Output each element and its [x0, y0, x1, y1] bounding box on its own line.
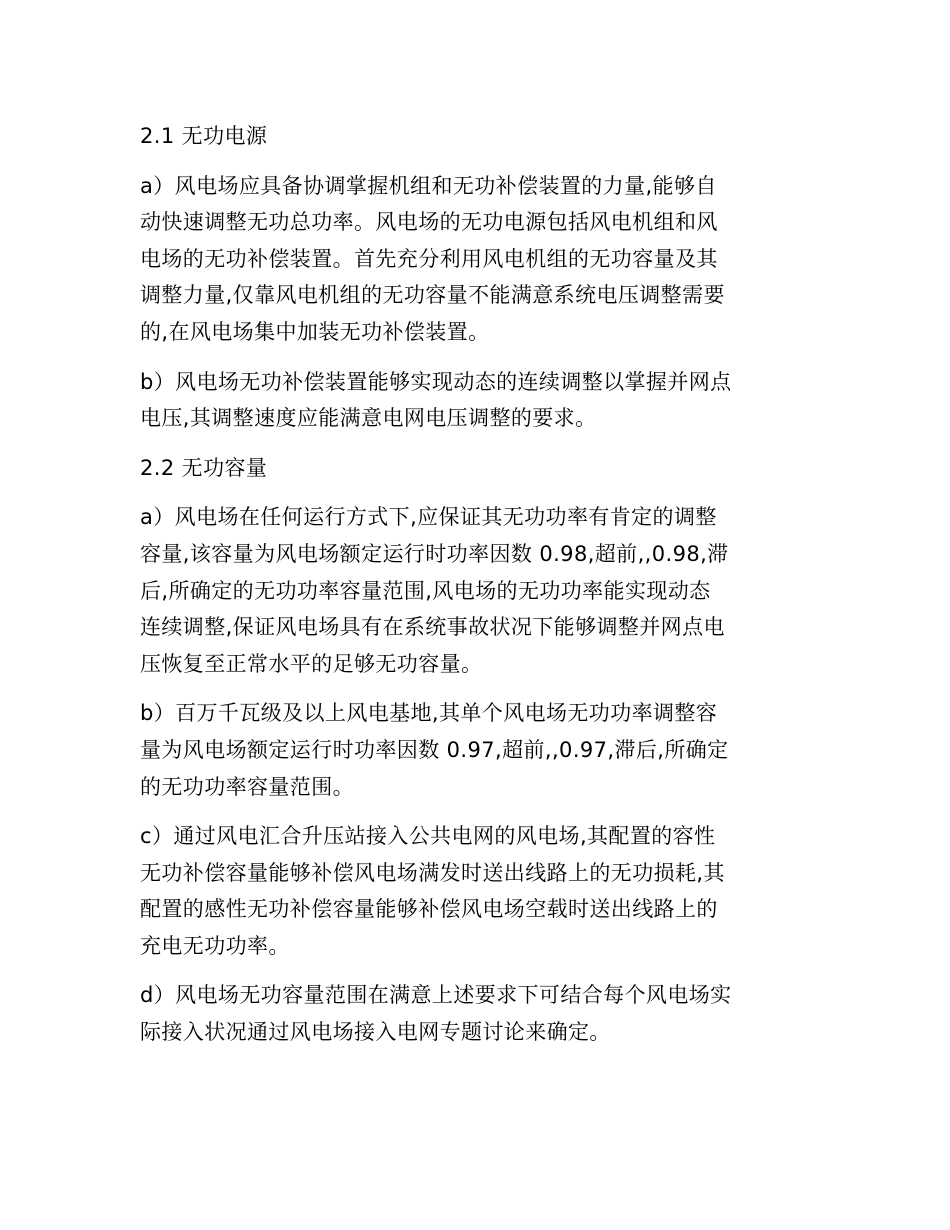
paragraph-2-1-a — [140, 168, 812, 351]
text-line: 配置的感性无功补偿容量能够补偿风电场空载时送出线路上的 — [140, 897, 718, 922]
text-line: d）风电场无功容量范围在满意上述要求下可结合每个风电场实 — [140, 983, 732, 1008]
text-line: 无功补偿容量能够补偿风电场满发时送出线路上的无功损耗,其 — [140, 860, 725, 885]
text-line: 的,在风电场集中加装无功补偿装置。 — [140, 319, 490, 344]
text-line: b）风电场无功补偿装置能够实现动态的连续调整以掌握并网点 — [140, 369, 732, 394]
paragraph-2-2-c — [140, 818, 812, 964]
text-line: 压恢复至正常水平的足够无功容量。 — [140, 651, 483, 676]
paragraph-2-2-d — [140, 977, 812, 1050]
text-line: 连续调整,保证风电场具有在系统事故状况下能够调整并网点电 — [140, 615, 725, 640]
text-line: c）通过风电汇合升压站接入公共电网的风电场,其配置的容性 — [140, 824, 716, 849]
text-line: a）风电场应具备协调掌握机组和无功补偿装置的力量,能够自 — [140, 173, 717, 198]
text-line: 后,所确定的无功功率容量范围,风电场的无功功率能实现动态 — [140, 578, 711, 603]
text-line: 充电无功功率。 — [140, 933, 290, 958]
section-heading-2-2: 2.2 无功容量 — [140, 455, 268, 480]
text-line: 量为风电场额定运行时功率因数 0.97,超前,,0.97,滞后,所确定 — [140, 737, 729, 762]
text-line: 动快速调整无功总功率。风电场的无功电源包括风电机组和风 — [140, 210, 718, 235]
paragraph-2-2-a — [140, 499, 812, 682]
text-line: 的无功功率容量范围。 — [140, 774, 354, 799]
text-line: 调整力量,仅靠风电机组的无功容量不能满意系统电压调整需要 — [140, 283, 725, 308]
text-line: a）风电场在任何运行方式下,应保证其无功功率有肯定的调整 — [140, 505, 717, 530]
text-line: 际接入状况通过风电场接入电网专题讨论来确定。 — [140, 1020, 611, 1045]
text-line: 电压,其调整速度应能满意电网电压调整的要求。 — [140, 406, 597, 431]
text-line: 电场的无功补偿装置。首先充分利用风电机组的无功容量及其 — [140, 246, 718, 271]
paragraph-2-1-b — [140, 364, 812, 437]
paragraph-2-2-b — [140, 695, 812, 805]
section-heading-2-1: 2.1 无功电源 — [140, 124, 268, 148]
text-line: b）百万千瓦级及以上风电基地,其单个风电场无功功率调整容 — [140, 701, 718, 726]
document-page — [140, 118, 812, 1064]
text-line: 容量,该容量为风电场额定运行时功率因数 0.98,超前,,0.98,滞 — [140, 541, 729, 566]
